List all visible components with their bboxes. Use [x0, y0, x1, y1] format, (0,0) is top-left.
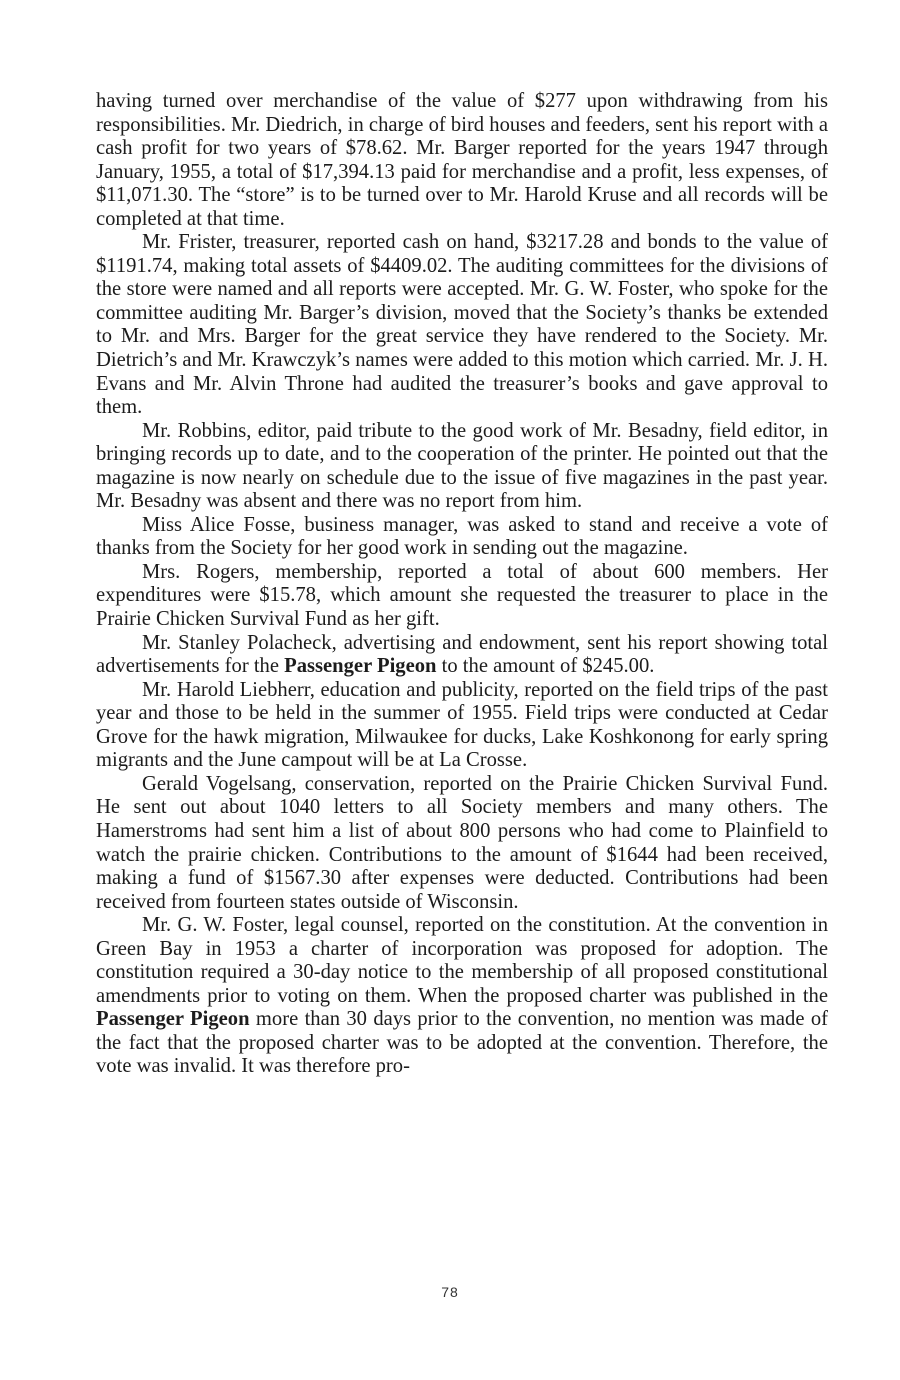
paragraph-advertising-report: Mr. Stanley Polacheck, advertising and endowment, sent his report showing total advertisements for the Passenger Pigeon to the amount of $245.00. — [96, 631, 828, 678]
paragraph-legal-counsel-report: Mr. G. W. Foster, legal counsel, reported on the constitution. At the convention in Green Bay in 1953 a charter of incorporation was proposed for adoption. The constitution required a 30-day notice to the membership of all proposed constitutional amendments prior to voting on them. When the proposed charter was published in the Passenger Pigeon more than 30 days prior to the convention, no mention was made of the fact that the proposed charter was to be adopted at the convention. Therefore, the vote was invalid. It was therefore pro- — [96, 914, 828, 1078]
paragraph-conservation-report: Gerald Vogelsang, conservation, reported on the Prairie Chicken Survival Fund. He sent out about 1040 letters to all Society members and many others. The Hamerstroms had sent him a list of about 800 persons who had come to Plainfield to watch the prairie chicken. Contributions to the amount of $1644 had been received, making a fund of $1567.30 after expenses were deducted. Contributions had been received from fourteen states outside of Wisconsin. — [96, 772, 828, 913]
paragraph-education-report: Mr. Harold Liebherr, education and publicity, reported on the field trips of the past year and those to be held in the summer of 1955. Field trips were conducted at Cedar Grove for the hawk migration, Milwaukee for ducks, Lake Koshkonong for early spring migrants and the June campout will be at La Crosse. — [96, 678, 828, 772]
page-number: 78 — [441, 1284, 459, 1300]
paragraph-editor-report: Mr. Robbins, editor, paid tribute to the good work of Mr. Besadny, field editor, in bringing records up to date, and to the cooperation of the printer. He pointed out that the magazine is now nearly on schedule due to the issue of five magazines in the past year. Mr. Besadny was absent and there was no report from him. — [96, 419, 828, 513]
paragraph-store-report: having turned over merchandise of the value of $277 upon withdrawing from his responsibilities. Mr. Diedrich, in charge of bird houses and feeders, sent his report with a cash profit for two years of $78.62. Mr. Barger reported for the years 1947 through January, 1955, a total of $17,394.13 paid for merchandise and a profit, less expenses, of $11,071.30. The “store” is to be turned over to Mr. Harold Kruse and all records will be completed at that time. — [96, 90, 828, 230]
publication-title: Passenger Pigeon — [284, 655, 437, 678]
paragraph-treasurer-report: Mr. Frister, treasurer, reported cash on hand, $3217.28 and bonds to the value of $1191.74, making total assets of $4409.02. The auditing committees for the divisions of the store were named and all reports were accepted. Mr. G. W. Foster, who spoke for the committee auditing Mr. Barger’s division, moved that the Society’s thanks be extended to Mr. and Mrs. Barger for the great service they have rendered to the Society. Mr. Dietrich’s and Mr. Krawczyk’s names were added to this motion which carried. Mr. J. H. Evans and Mr. Alvin Throne had audited the treasurer’s books and gave approval to them. — [96, 231, 828, 419]
page-body — [96, 90, 828, 1079]
paragraph-membership-report: Mrs. Rogers, membership, reported a total of about 600 members. Her expenditures were $15.78, which amount she requested the treasurer to place in the Prairie Chicken Survival Fund as her gift. — [96, 560, 828, 631]
publication-title: Passenger Pigeon — [96, 1008, 250, 1031]
paragraph-business-manager: Miss Alice Fosse, business manager, was asked to stand and receive a vote of thanks from the Society for her good work in sending out the magazine. — [96, 513, 828, 560]
